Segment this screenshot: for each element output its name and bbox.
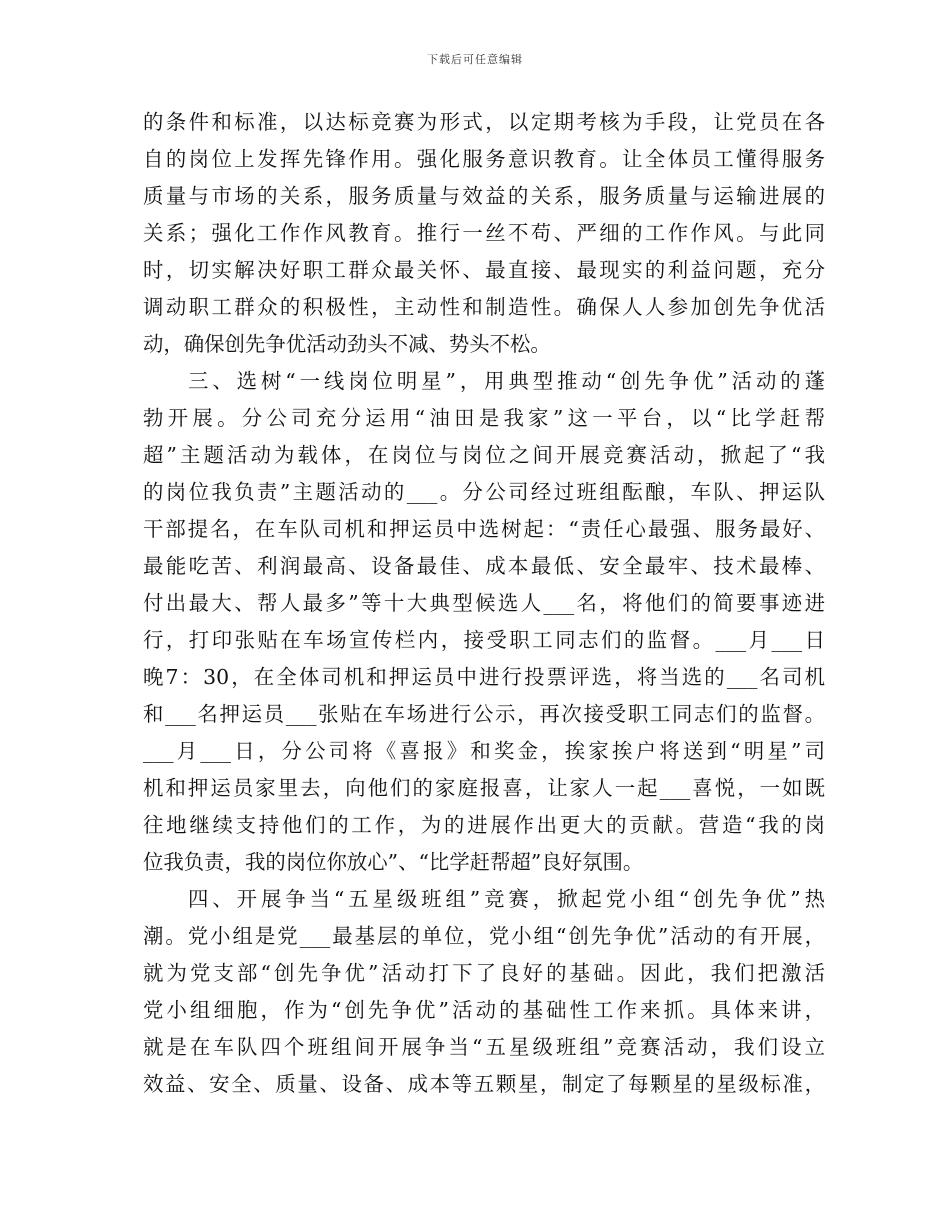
- text-line: 调动职工群众的积极性，主动性和制造性。确保人人参加创先争优活: [143, 295, 825, 319]
- text-line: 行，打印张贴在车场宣传栏内，接受职工同志们的监督。___月___日: [143, 628, 825, 652]
- text-line: 就为党支部“创先争优”活动打下了良好的基础。因此，我们把激活: [143, 961, 825, 985]
- text-line: 位我负责，我的岗位你放心”、“比学赶帮超”良好氛围。: [143, 850, 644, 874]
- text-line: 四、开展争当“五星级班组”竞赛，掀起党小组“创先争优”热: [188, 887, 825, 911]
- document-body: [143, 104, 825, 1103]
- text-line: 时，切实解决好职工群众最关怀、最直接、最现实的利益问题，充分: [143, 258, 825, 282]
- text-line: 往地继续支持他们的工作，为的进展作出更大的贡献。营造“我的岗: [143, 813, 825, 837]
- text-line: 关系；强化工作作风教育。推行一丝不苟、严细的工作作风。与此同: [143, 221, 825, 245]
- text-line: 效益、安全、质量、设备、成本等五颗星，制定了每颗星的星级标准，: [143, 1072, 825, 1096]
- text-line: 动，确保创先争优活动劲头不减、势头不松。: [143, 332, 551, 356]
- text-line: 勃开展。分公司充分运用“油田是我家”这一平台，以“比学赶帮: [143, 406, 825, 430]
- text-line: 自的岗位上发挥先锋作用。强化服务意识教育。让全体员工懂得服务: [143, 147, 825, 171]
- text-line: 和___名押运员___张贴在车场进行公示，再次接受职工同志们的监督。: [143, 702, 825, 726]
- text-line: 晚7：30，在全体司机和押运员中进行投票评选，将当选的___名司机: [143, 665, 825, 689]
- text-line: 潮。党小组是党___最基层的单位，党小组“创先争优”活动的有开展，: [143, 924, 825, 948]
- text-line: 的岗位我负责”主题活动的___。分公司经过班组酝酿，车队、押运队: [143, 480, 825, 504]
- text-line: 三、选树“一线岗位明星”，用典型推动“创先争优”活动的蓬: [188, 369, 825, 393]
- text-line: 最能吃苦、利润最高、设备最佳、成本最低、安全最牢、技术最棒、: [143, 554, 825, 578]
- page-header: 下载后可任意编辑: [427, 53, 523, 66]
- text-line: 质量与市场的关系，服务质量与效益的关系，服务质量与运输进展的: [143, 184, 825, 208]
- text-line: 干部提名，在车队司机和押运员中选树起：“责任心最强、服务最好、: [143, 517, 825, 541]
- text-line: 机和押运员家里去，向他们的家庭报喜，让家人一起___喜悦，一如既: [143, 776, 825, 800]
- paragraph: [143, 363, 825, 881]
- paragraph: [143, 104, 825, 363]
- paragraph: [143, 881, 825, 1103]
- text-line: 党小组细胞，作为“创先争优”活动的基础性工作来抓。具体来讲，: [143, 998, 825, 1022]
- text-line: 付出最大、帮人最多”等十大典型候选人___名，将他们的简要事迹进: [143, 591, 825, 615]
- text-line: 就是在车队四个班组间开展争当“五星级班组”竞赛活动，我们设立: [143, 1035, 825, 1059]
- text-line: ___月___日，分公司将《喜报》和奖金，挨家挨户将送到“明星”司: [143, 739, 825, 763]
- text-line: 超”主题活动为载体，在岗位与岗位之间开展竞赛活动，掀起了“我: [143, 443, 825, 467]
- text-line: 的条件和标准，以达标竞赛为形式，以定期考核为手段，让党员在各: [143, 110, 825, 134]
